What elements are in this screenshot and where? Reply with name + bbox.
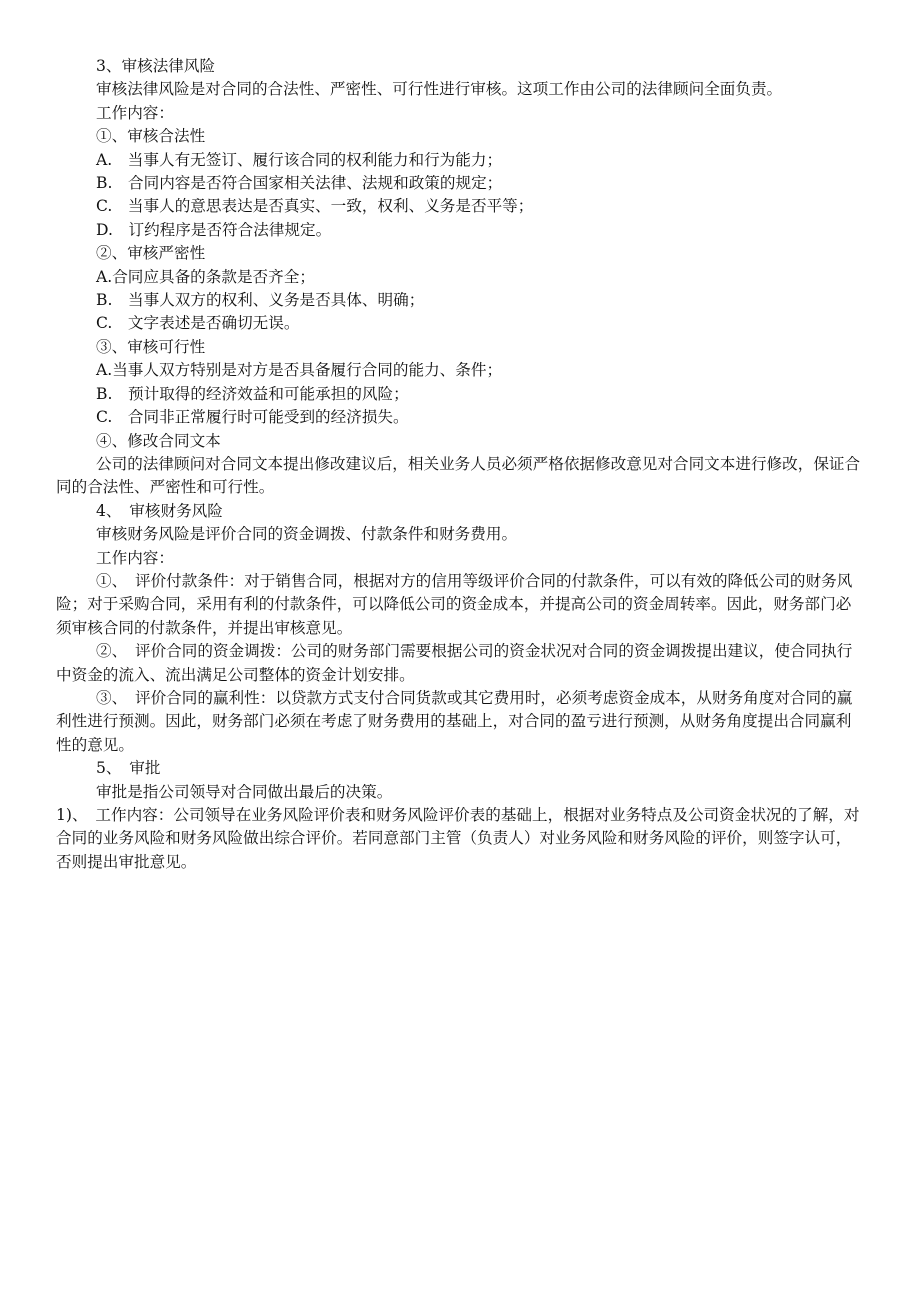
subheading-legality: ①、审核合法性 — [96, 127, 206, 146]
paragraph: 审核财务风险是评价合同的资金调拨、付款条件和财务费用。 — [96, 525, 518, 544]
paragraph-payment-terms: ①、 评价付款条件：对于销售合同，根据对方的信用等级评价合同的付款条件，可以有效的降低公司的财务风险；对于采购合同，采用有利的付款条件，可以降低公司的资金成本，并提高公司的资金周转率。因此，财务部门必须审核合同的付款条件，并提出审核意见。 — [56, 571, 853, 637]
section-heading-legal-risk: 3、审核法律风险 — [96, 57, 216, 75]
list-item: C. 当事人的意思表达是否真实、一致，权利、义务是否平等； — [96, 197, 534, 216]
list-item: A.当事人双方特别是对方是否具备履行合同的能力、条件； — [96, 361, 503, 380]
paragraph-fund-allocation: ②、 评价合同的资金调拨：公司的财务部门需要根据公司的资金状况对合同的资金调拨提出建议，使合同执行中资金的流入、流出满足公司整体的资金计划安排。 — [56, 642, 853, 684]
subheading-revise-text: ④、修改合同文本 — [96, 431, 221, 450]
list-item: B. 当事人双方的权利、义务是否具体、明确； — [96, 291, 425, 310]
paragraph-approval-work: 1)、 工作内容：公司领导在业务风险评价表和财务风险评价表的基础上，根据对业务特点及公司资金状况的了解，对合同的业务风险和财务风险做出综合评价。若同意部门主管（负责人）对业务风险和财务风险的评价，则签字认可，否则提出审批意见。 — [56, 806, 860, 871]
section-heading-financial-risk: 4、 审核财务风险 — [96, 501, 223, 520]
list-item: D. 订约程序是否符合法律规定。 — [96, 220, 332, 239]
paragraph: 审批是指公司领导对合同做出最后的决策。 — [96, 782, 393, 801]
paragraph: 公司的法律顾问对合同文本提出修改建议后，相关业务人员必须严格依据修改意见对合同文本进行修改，保证合同的合法性、严密性和可行性。 — [56, 454, 861, 497]
work-content-label: 工作内容： — [96, 548, 174, 567]
work-content-label: 工作内容： — [96, 103, 174, 122]
list-item: A. 当事人有无签订、履行该合同的权利能力和行为能力； — [96, 150, 503, 169]
subheading-rigor: ②、审核严密性 — [96, 244, 206, 263]
section-heading-approval: 5、 审批 — [96, 759, 161, 778]
list-item: C. 合同非正常履行时可能受到的经济损失。 — [96, 408, 409, 427]
paragraph-profitability: ③、 评价合同的赢利性：以贷款方式支付合同货款或其它费用时，必须考虑资金成本，从财务角度对合同的赢利性进行预测。因此，财务部门必须在考虑了财务费用的基础上，对合同的盈亏进行预测，从财务角度提出合同赢利性的意见。 — [56, 688, 853, 754]
list-item: A.合同应具备的条款是否齐全； — [96, 267, 315, 286]
list-item: B. 合同内容是否符合国家相关法律、法规和政策的规定； — [96, 174, 503, 193]
document-body — [56, 55, 866, 874]
list-item: B. 预计取得的经济效益和可能承担的风险； — [96, 384, 409, 403]
paragraph: 审核法律风险是对合同的合法性、严密性、可行性进行审核。这项工作由公司的法律顾问全面负责。 — [96, 80, 783, 99]
subheading-feasibility: ③、审核可行性 — [96, 337, 206, 356]
list-item: C. 文字表述是否确切无误。 — [96, 314, 300, 333]
